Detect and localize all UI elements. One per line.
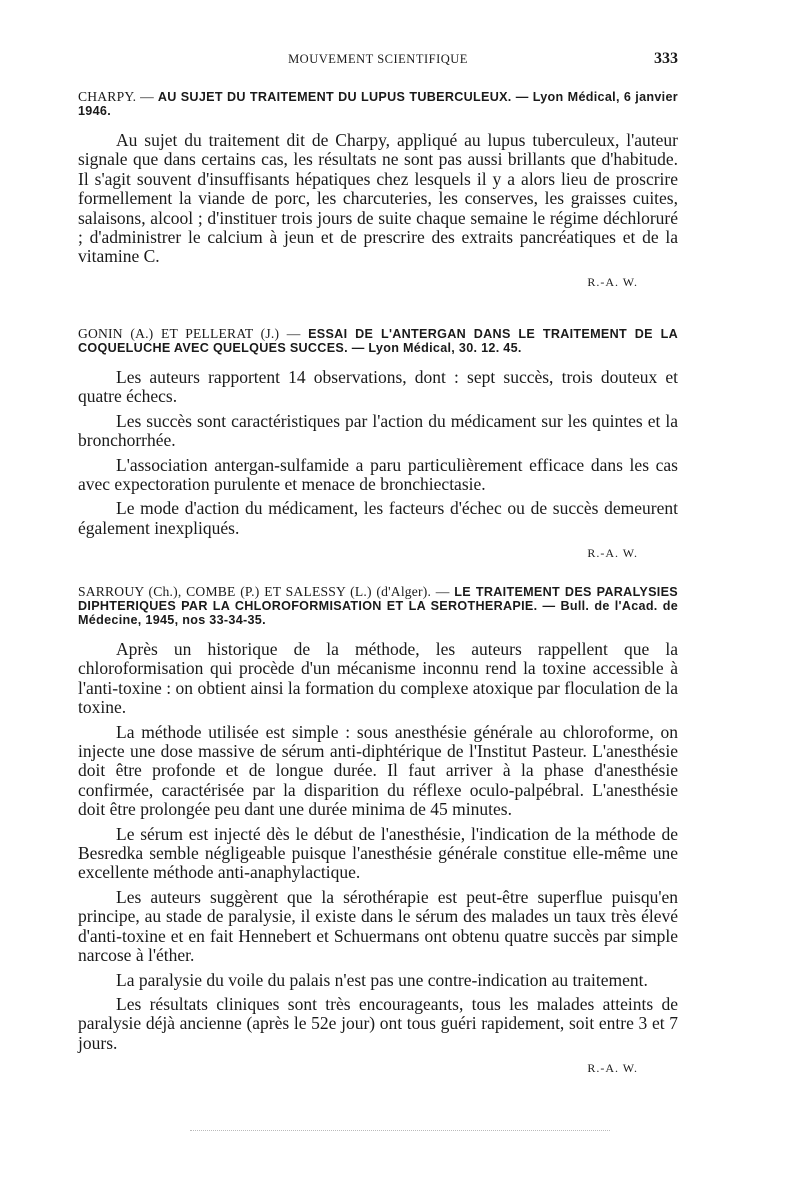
running-title: MOUVEMENT SCIENTIFIQUE	[288, 52, 468, 66]
article-authors: SARROUY (Ch.), COMBE (P.) ET SALESSY (L.) (d'Alger). —	[78, 584, 455, 599]
article-signature: R.-A. W.	[587, 1061, 638, 1076]
article-paragraph: La méthode utilisée est simple : sous anesthésie générale au chloroforme, on injecte une dose massive de sérum anti-diphtérique de l'Institut Pasteur. L'anesthésie doit être profonde et de longue durée. Il faut arriver à la phase d'anesthésie confirmée, caractérisée par la disparition du réflexe oculo-palpébral. L'anesthésie doit être prolongée peu dant une durée minima de 45 minutes.	[78, 721, 678, 820]
article-heading	[78, 90, 678, 118]
article-authors: CHARPY. —	[78, 89, 158, 104]
article-paragraph: Les succès sont caractéristiques par l'action du médicament sur les quintes et la bronchorrhée.	[78, 410, 678, 451]
article-paragraph: Les auteurs rapportent 14 observations, dont : sept succès, trois douteux et quatre échecs.	[78, 367, 678, 407]
page-number: 333	[654, 50, 678, 67]
article-paragraph: Au sujet du traitement dit de Charpy, appliqué au lupus tuberculeux, l'auteur signale que dans certains cas, les résultats ne sont pas aussi brillants que d'habitude. Il s'agit souvent d'insuffisants hépatiques chez lesquels il y a alors lieu de proscrire formellement la viande de porc, les charcuteries, les conserves, les graisses cuites, salaisons, alcool ; d'instituer trois jours de suite chaque semaine le régime déchloruré ; d'administrer le calcium à jeun et de prescrire des extraits pancréatiques et de la vitamine C.	[78, 130, 678, 267]
article-paragraph: Le sérum est injecté dès le début de l'anesthésie, l'indication de la méthode de Besredka semble négligeable puisque l'anesthésie générale constitue elle-même une excellente méthode anti-anaphylactique.	[78, 823, 678, 883]
article-gonin-pellerat	[78, 327, 678, 561]
article-paragraph: Les auteurs suggèrent que la sérothérapie est peut-être superflue puisqu'en principe, au stade de paralysie, il existe dans le sérum des malades un taux très élevé d'anti-toxine et en fait Hennebert et Schuermans ont obtenu quatre succès par simple narcose à l'éther.	[78, 886, 678, 966]
article-signature: R.-A. W.	[587, 274, 638, 289]
page-header	[78, 50, 678, 72]
article-paragraph: L'association antergan-sulfamide a paru particulièrement efficace dans les cas avec expectoration purulente et menace de bronchiectasie.	[78, 454, 678, 495]
article-title: AU SUJET DU TRAITEMENT DU LUPUS TUBERCULEUX. — Lyon Médical, 6 janvier 1946.	[78, 90, 678, 118]
article-heading	[78, 585, 678, 627]
article-paragraph: Les résultats cliniques sont très encourageants, tous les malades atteints de paralysie déjà ancienne (après le 52e jour) ont tous guéri rapidement, soit entre 3 et 7 jours.	[78, 993, 678, 1053]
article-paragraph: Après un historique de la méthode, les auteurs rappellent que la chloroformisation qui procède d'un mécanisme inconnu rend la toxine accessible à l'anti-toxine : on obtient ainsi la formation du complexe atoxique par floculation de la toxine.	[78, 639, 678, 718]
article-title: ESSAI DE L'ANTERGAN DANS LE TRAITEMENT DE LA COQUELUCHE AVEC QUELQUES SUCCES. — Lyon Médical, 30. 12. 45.	[78, 327, 678, 355]
article-signature: R.-A. W.	[587, 546, 638, 561]
article-charpy	[78, 90, 678, 290]
footer-dotted-rule	[190, 1130, 610, 1131]
article-paragraph: La paralysie du voile du palais n'est pas une contre-indication au traitement.	[116, 969, 648, 990]
article-title: LE TRAITEMENT DES PARALYSIES DIPHTERIQUES PAR LA CHLOROFORMISATION ET LA SEROTHERAPIE. — Bull. de l'Acad. de Médecine, 1945, nos 33-34-35.	[78, 585, 678, 627]
article-authors: GONIN (A.) ET PELLERAT (J.) —	[78, 326, 309, 341]
article-paragraph: Le mode d'action du médicament, les facteurs d'échec ou de succès demeurent également inexpliqués.	[78, 498, 678, 538]
article-sarrouy-combe-salessy	[78, 585, 678, 1076]
article-heading	[78, 327, 678, 355]
